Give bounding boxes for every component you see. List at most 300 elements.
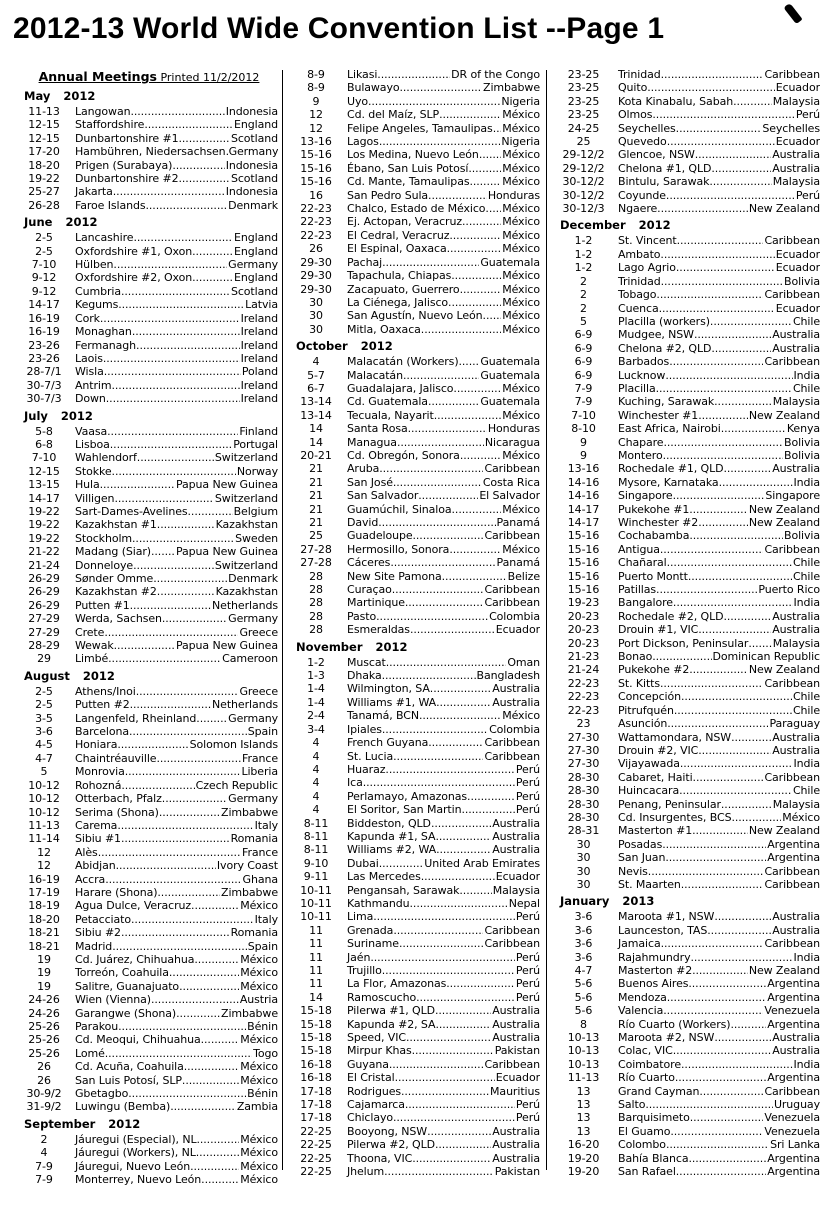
- convention-row: [556, 1165, 820, 1178]
- location-name: Chelona #1, QLD: [618, 161, 712, 175]
- dot-leader: [710, 315, 792, 328]
- location-name: Pengansah, Sarawak: [347, 883, 460, 897]
- convention-row: [20, 505, 278, 518]
- country-name: México: [502, 502, 540, 516]
- dot-leader: [447, 242, 502, 255]
- date-range: 19-22: [28, 518, 60, 532]
- country-name: Australia: [492, 1124, 540, 1138]
- country-name: Argentina: [767, 1071, 820, 1085]
- country-name: Australia: [772, 623, 820, 637]
- dot-leader: [677, 234, 764, 247]
- dot-leader: [196, 1133, 239, 1146]
- convention-row: [292, 623, 540, 636]
- dot-leader: [413, 529, 484, 542]
- convention-row: [556, 1058, 820, 1071]
- location-name: Nevis: [618, 864, 648, 878]
- convention-row: [292, 951, 540, 964]
- location-name: Glencoe, NSW: [618, 148, 695, 162]
- dot-leader: [673, 596, 793, 609]
- country-name: Nicaragua: [484, 435, 540, 449]
- country-name: Italy: [254, 912, 278, 926]
- dot-leader: [151, 545, 175, 558]
- country-name: México: [502, 408, 540, 422]
- location-name: Sart-Dames-Avelines: [75, 504, 188, 518]
- dot-leader: [652, 108, 794, 121]
- location-name: Barquisimeto: [618, 1111, 690, 1125]
- date-range: 16-18: [300, 1057, 332, 1071]
- dot-leader: [153, 572, 227, 585]
- location-name: Faroe Islands: [75, 198, 146, 212]
- location-name: Managua: [347, 435, 397, 449]
- dot-leader: [405, 1098, 515, 1111]
- convention-row: [556, 663, 820, 676]
- dot-leader: [170, 1100, 236, 1113]
- location-name: Malacatán: [347, 368, 403, 382]
- dot-leader: [386, 656, 507, 669]
- location-name: Tobago: [618, 288, 657, 302]
- country-name: México: [782, 810, 820, 824]
- dot-leader: [692, 824, 748, 837]
- date-range: 28: [309, 623, 323, 637]
- country-name: Sri Lanka: [770, 1138, 820, 1152]
- date-range: 24-26: [28, 993, 60, 1007]
- convention-row: [292, 776, 540, 789]
- location-name: Gbetagbo: [75, 1087, 129, 1101]
- dot-leader: [100, 312, 240, 325]
- location-name: Barbados: [618, 355, 670, 369]
- location-name: Mitla, Oaxaca: [347, 322, 421, 336]
- country-name: Indonesia: [225, 158, 278, 172]
- date-range: 28-30: [567, 797, 600, 811]
- convention-row: [292, 736, 540, 749]
- location-name: Bonao: [618, 650, 653, 664]
- country-name: México: [240, 1033, 278, 1047]
- location-name: Ramoscucho: [347, 990, 417, 1004]
- date-range: 5: [40, 765, 48, 779]
- location-name: Werda, Sachsen: [75, 612, 162, 626]
- country-name: Guatemala: [480, 395, 540, 409]
- location-name: El Cedral, Veracruz: [347, 228, 450, 242]
- date-range: 10-11: [300, 910, 332, 924]
- location-name: Cd. Acuña, Coahuila: [75, 1060, 184, 1074]
- convention-row: [292, 669, 540, 682]
- dot-leader: [363, 776, 515, 789]
- country-name: Switzerland: [214, 491, 278, 505]
- country-name: Australia: [772, 923, 820, 937]
- location-name: Thoona, VIC: [347, 1151, 413, 1165]
- location-name: San Luis Potosí, SLP: [75, 1073, 182, 1087]
- dot-leader: [118, 298, 244, 311]
- country-name: Greece: [239, 625, 278, 639]
- date-range: 16-19: [28, 872, 60, 886]
- location-name: Puerto Montt: [618, 569, 688, 583]
- location-name: Lagos: [347, 135, 379, 149]
- convention-row: [292, 543, 540, 556]
- date-range: 17-20: [28, 145, 60, 159]
- column-1: [20, 68, 278, 1186]
- location-name: Otterbach, Pfalz: [75, 792, 162, 806]
- convention-row: [556, 529, 820, 542]
- date-range: 30-7/3: [26, 378, 62, 392]
- country-name: Zimbabwe: [221, 805, 278, 819]
- country-name: Bénin: [247, 1020, 278, 1033]
- month-year: 2012: [82, 668, 115, 683]
- dot-leader: [106, 392, 240, 405]
- dot-leader: [485, 202, 501, 215]
- country-name: Panamá: [496, 516, 540, 529]
- convention-row: [556, 1018, 820, 1031]
- convention-row: [292, 556, 540, 569]
- date-range: 15-16: [567, 542, 600, 556]
- dot-leader: [157, 518, 215, 531]
- country-name: Puerto Rico: [758, 583, 820, 597]
- convention-row: [292, 964, 540, 977]
- location-name: Drouin #2, VIC: [618, 743, 699, 757]
- convention-row: [292, 870, 540, 883]
- country-name: Caribbean: [764, 676, 820, 690]
- dot-leader: [100, 478, 175, 491]
- location-name: New Site Pamona: [347, 569, 442, 583]
- date-range: 26-29: [28, 585, 60, 599]
- location-name: Kapunda #2, SA: [347, 1017, 436, 1031]
- date-range: 4: [312, 355, 320, 369]
- convention-row: [556, 68, 820, 81]
- convention-row: [292, 924, 540, 937]
- country-name: Scotland: [230, 131, 278, 145]
- convention-row: [20, 792, 278, 805]
- date-range: 8-11: [303, 843, 329, 857]
- location-name: Trujillo: [347, 964, 382, 977]
- dot-leader: [151, 993, 239, 1006]
- dot-leader: [393, 476, 482, 489]
- location-name: Uyo: [347, 94, 368, 108]
- dot-leader: [113, 258, 227, 271]
- date-range: 14: [309, 990, 323, 1004]
- country-name: Belgium: [233, 504, 278, 518]
- dot-leader: [410, 623, 495, 636]
- location-name: Chapare: [618, 435, 664, 449]
- location-name: Pukekohe #2: [618, 663, 690, 677]
- location-name: Guadalajara, Jalisco: [347, 381, 454, 395]
- date-range: 4-7: [35, 751, 53, 765]
- country-name: Chile: [792, 381, 820, 395]
- dot-leader: [695, 148, 771, 161]
- date-range: 6-9: [574, 341, 593, 355]
- date-range: 15-16: [567, 569, 600, 583]
- country-name: México: [240, 1073, 278, 1087]
- dot-leader: [660, 248, 774, 261]
- date-range: 6-9: [574, 355, 593, 369]
- dot-leader: [201, 1033, 240, 1046]
- location-name: Fermanagh: [75, 338, 137, 352]
- convention-row: [292, 709, 540, 722]
- country-name: México: [502, 202, 540, 216]
- dot-leader: [493, 122, 502, 135]
- country-name: Ireland: [240, 378, 278, 392]
- date-range: 18-20: [28, 912, 60, 926]
- country-name: México: [502, 309, 540, 323]
- country-name: New Zealand: [748, 824, 820, 838]
- country-name: México: [240, 952, 278, 966]
- convention-row: [20, 940, 278, 953]
- date-range: 26-29: [28, 572, 60, 585]
- date-range: 11-13: [28, 105, 60, 118]
- country-name: México: [502, 108, 540, 122]
- dot-leader: [698, 623, 771, 636]
- location-name: Langowan: [75, 105, 131, 118]
- dot-leader: [436, 843, 491, 856]
- convention-row: [292, 108, 540, 121]
- dot-leader: [201, 1173, 239, 1186]
- dot-leader: [196, 712, 227, 725]
- dot-leader: [681, 1058, 793, 1071]
- convention-row: [20, 1087, 278, 1100]
- dot-leader: [130, 105, 224, 118]
- location-name: Suriname: [347, 937, 399, 951]
- location-name: Port Dickson, Peninsular: [618, 636, 749, 650]
- month-name: September: [24, 1116, 96, 1131]
- date-range: 31-9/2: [26, 1100, 62, 1114]
- dot-leader: [698, 744, 771, 757]
- country-name: Paraguay: [769, 717, 820, 731]
- country-name: Perú: [515, 789, 540, 803]
- dot-leader: [378, 516, 495, 529]
- date-range: 21: [309, 502, 323, 516]
- location-name: Salitre, Guanajuato: [75, 979, 180, 993]
- location-name: Vaasa: [75, 424, 108, 438]
- location-name: Cd. del Maíz, SLP: [347, 108, 440, 122]
- date-range: 25: [576, 135, 591, 149]
- dot-leader: [137, 451, 214, 464]
- dot-leader: [179, 980, 239, 993]
- dot-leader: [112, 379, 240, 392]
- location-name: Perlamayo, Amazonas: [347, 789, 468, 803]
- convention-row: [556, 355, 820, 368]
- date-range: 12: [309, 121, 323, 135]
- location-name: Río Cuarto: [618, 1071, 675, 1085]
- dot-leader: [370, 951, 515, 964]
- dot-leader: [401, 1085, 489, 1098]
- convention-row: [20, 298, 278, 311]
- convention-row: [20, 886, 278, 899]
- month-header: [20, 212, 278, 231]
- date-range: 3-6: [574, 910, 593, 924]
- country-name: Bénin: [247, 1087, 278, 1101]
- dot-leader: [421, 323, 501, 336]
- date-range: 22-25: [300, 1165, 332, 1179]
- convention-row: [292, 750, 540, 763]
- date-range: 21-23: [567, 650, 600, 664]
- country-name: Caribbean: [484, 923, 540, 937]
- convention-row: [556, 135, 820, 148]
- location-name: Monrovia: [75, 765, 125, 779]
- convention-row: [556, 162, 820, 175]
- country-name: Netherlands: [212, 698, 278, 712]
- convention-row: [556, 81, 820, 94]
- convention-row: [292, 309, 540, 322]
- date-range: 4: [312, 789, 320, 803]
- location-name: David: [347, 516, 379, 529]
- country-name: Australia: [772, 1031, 820, 1045]
- dot-leader: [397, 436, 484, 449]
- dot-leader: [714, 395, 772, 408]
- location-name: Huaraz: [347, 762, 386, 776]
- date-range: 10-13: [567, 1031, 600, 1045]
- location-name: San Juan: [618, 851, 666, 865]
- country-name: Togo: [253, 1046, 278, 1060]
- date-range: 30: [309, 295, 323, 309]
- country-name: Caribbean: [764, 288, 820, 302]
- location-name: El Soritor, San Martin: [347, 803, 462, 817]
- convention-row: [556, 503, 820, 516]
- month-header: [292, 336, 540, 355]
- convention-row: [20, 626, 278, 639]
- dot-leader: [377, 68, 450, 81]
- country-name: Sweden: [235, 531, 278, 545]
- location-name: Chaintréauville: [75, 751, 157, 765]
- convention-row: [292, 323, 540, 336]
- country-name: Czech Republic: [195, 778, 278, 792]
- convention-row: [292, 296, 540, 309]
- country-name: Guatemala: [480, 255, 540, 269]
- date-range: 20-23: [567, 609, 600, 623]
- date-range: 26: [309, 242, 323, 256]
- country-name: Zimbabwe: [221, 885, 278, 899]
- date-range: 11: [309, 964, 323, 977]
- country-name: México: [502, 175, 540, 189]
- dot-leader: [121, 779, 194, 792]
- country-name: Australia: [492, 1031, 540, 1045]
- country-name: Malaysia: [772, 395, 820, 409]
- convention-row: [556, 302, 820, 315]
- date-range: 20-23: [567, 636, 600, 650]
- location-name: Prigen (Surabaya): [75, 158, 173, 172]
- convention-row: [20, 425, 278, 438]
- date-range: 13-14: [300, 395, 332, 409]
- convention-row: [292, 529, 540, 542]
- convention-row: [20, 271, 278, 284]
- dot-leader: [673, 1044, 772, 1057]
- location-name: Oxfordshire #1, Oxon.: [75, 244, 196, 258]
- convention-row: [556, 1125, 820, 1138]
- country-name: India: [793, 475, 820, 489]
- date-range: 2: [580, 288, 587, 302]
- date-range: 29-12/2: [562, 161, 605, 175]
- date-range: 22-23: [567, 703, 600, 717]
- convention-row: [292, 202, 540, 215]
- convention-row: [556, 1085, 820, 1098]
- date-range: 22-25: [300, 1138, 332, 1152]
- date-range: 22-25: [300, 1151, 332, 1165]
- convention-row: [556, 1138, 820, 1151]
- country-name: Australia: [772, 743, 820, 757]
- country-name: Latvia: [245, 298, 278, 312]
- convention-row: [292, 1018, 540, 1031]
- date-range: 25: [309, 529, 323, 543]
- convention-row: [292, 696, 540, 709]
- location-name: Jhelum: [347, 1165, 385, 1179]
- date-range: 28-30: [567, 770, 600, 784]
- location-name: San Pedro Sula: [347, 188, 429, 202]
- convention-row: [292, 355, 540, 368]
- date-range: 2-5: [35, 684, 53, 698]
- location-name: Cáceres: [347, 556, 391, 570]
- location-name: Monaghan: [75, 325, 132, 339]
- location-name: St. Maarten: [618, 877, 681, 891]
- country-name: Chile: [792, 703, 820, 717]
- convention-row: [292, 1044, 540, 1057]
- dot-leader: [395, 1071, 495, 1084]
- location-name: Huincacara: [618, 784, 680, 798]
- country-name: Australia: [772, 328, 820, 342]
- date-range: 15-16: [567, 583, 600, 597]
- location-name: Wisla: [75, 365, 104, 379]
- location-name: Colac, VIC: [618, 1044, 673, 1058]
- date-range: 30: [309, 322, 323, 336]
- dot-leader: [112, 465, 236, 478]
- date-range: 15-16: [300, 161, 332, 175]
- location-name: Accra: [75, 872, 106, 886]
- dot-leader: [428, 736, 483, 749]
- date-range: 5-6: [574, 1004, 593, 1018]
- dot-leader: [385, 763, 514, 776]
- date-range: 5-6: [574, 990, 593, 1004]
- dot-leader: [707, 924, 771, 937]
- date-range: 17-18: [300, 1098, 332, 1112]
- date-range: 29-12/2: [562, 148, 605, 162]
- convention-row: [292, 1058, 540, 1071]
- location-name: Posadas: [618, 837, 663, 851]
- date-range: 1-2: [574, 247, 593, 261]
- country-name: Finland: [239, 424, 278, 438]
- dot-leader: [130, 698, 211, 711]
- date-range: 15-16: [300, 148, 332, 162]
- dot-leader: [731, 811, 781, 824]
- date-range: 14-16: [567, 475, 600, 489]
- country-name: Uruguay: [773, 1098, 820, 1112]
- convention-row: [292, 81, 540, 94]
- location-name: Tapachula, Chiapas: [347, 269, 452, 283]
- convention-row: [292, 1031, 540, 1044]
- month-name: July: [24, 408, 48, 423]
- location-name: Antrim: [75, 378, 112, 392]
- list-header-title: Annual Meetings: [38, 69, 157, 84]
- location-name: Sønder Omme: [75, 572, 154, 585]
- dot-leader: [446, 977, 515, 990]
- dot-leader: [408, 422, 487, 435]
- convention-row: [556, 175, 820, 188]
- country-name: Chile: [792, 556, 820, 570]
- country-name: México: [502, 148, 540, 162]
- dot-leader: [451, 269, 501, 282]
- location-name: Curaçao: [347, 583, 392, 597]
- date-range: 30: [576, 864, 591, 878]
- location-name: Jakarta: [75, 185, 113, 199]
- convention-row: [292, 122, 540, 135]
- date-range: 25-26: [28, 1046, 60, 1060]
- location-name: Ngaere: [618, 202, 658, 216]
- location-name: Montero: [618, 448, 663, 462]
- country-name: Bangladesh: [476, 669, 540, 683]
- dot-leader: [690, 1111, 764, 1124]
- convention-row: [556, 677, 820, 690]
- convention-row: [292, 436, 540, 449]
- convention-row: [20, 993, 278, 1006]
- country-name: Spain: [247, 725, 278, 739]
- location-name: Biddeston, QLD: [347, 816, 431, 830]
- convention-row: [292, 462, 540, 475]
- dot-leader: [709, 175, 771, 188]
